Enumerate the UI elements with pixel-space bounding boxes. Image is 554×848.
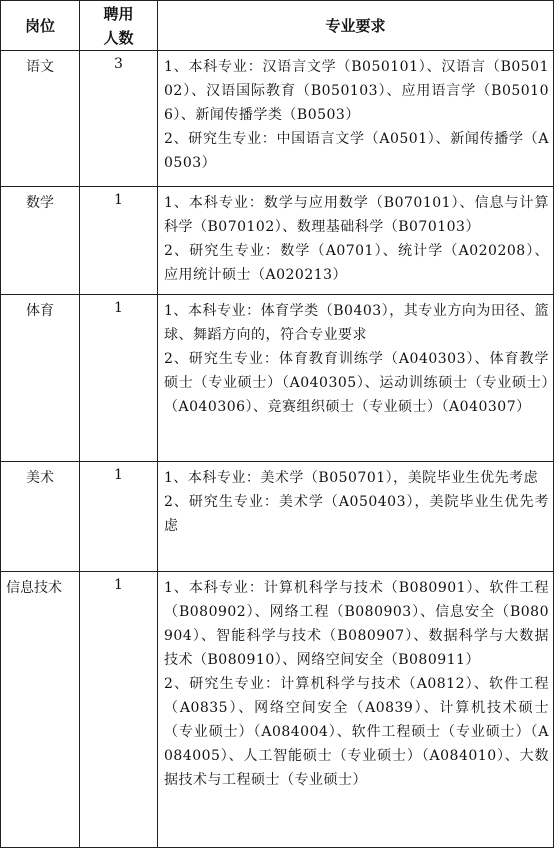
position-cell: 体育 bbox=[1, 295, 80, 462]
requirements-cell bbox=[158, 572, 554, 848]
table-row bbox=[1, 295, 554, 462]
undergrad-requirement: 1、本科专业：计算机科学与技术（B080901）、软件工程（B080902）、网络工程（B080903）、信息安全（B080904）、智能科学与技术（B080907）、数据科学与大数据技术（B080910）、网络空间安全（B080911） bbox=[164, 580, 549, 668]
header-hires bbox=[80, 1, 158, 51]
hires-cell: 1 bbox=[80, 187, 158, 295]
hires-cell: 1 bbox=[80, 572, 158, 848]
graduate-requirement: 2、研究生专业：中国语言文学（A0501）、新闻传播学（A0503） bbox=[164, 131, 549, 171]
table-row bbox=[1, 462, 554, 572]
requirements-cell bbox=[158, 295, 554, 462]
table-row bbox=[1, 572, 554, 848]
hires-cell: 1 bbox=[80, 462, 158, 572]
position-cell: 美术 bbox=[1, 462, 80, 572]
requirements-cell bbox=[158, 51, 554, 187]
header-requirements: 专业要求 bbox=[158, 1, 554, 51]
graduate-requirement: 2、研究生专业：体育教育训练学（A040303）、体育教学硕士（专业硕士）（A040305）、运动训练硕士（专业硕士）（A040306）、竞赛组织硕士（专业硕士）（A040307） bbox=[164, 351, 549, 415]
header-position: 岗位 bbox=[1, 1, 80, 51]
requirements-cell bbox=[158, 462, 554, 572]
graduate-requirement: 2、研究生专业：数学（A0701）、统计学（A020208）、应用统计硕士（A020213） bbox=[164, 243, 549, 283]
requirements-cell bbox=[158, 187, 554, 295]
header-hires-line2: 人数 bbox=[103, 28, 134, 47]
position-cell: 数学 bbox=[1, 187, 80, 295]
hires-cell: 3 bbox=[80, 51, 158, 187]
table-row bbox=[1, 51, 554, 187]
undergrad-requirement: 1、本科专业：美术学（B050701），美院毕业生优先考虑 bbox=[164, 470, 539, 486]
undergrad-requirement: 1、本科专业：体育学类（B0403），其专业方向为田径、篮球、舞蹈方向的，符合专业要求 bbox=[164, 303, 549, 343]
position-cell: 语文 bbox=[1, 51, 80, 187]
graduate-requirement: 2、研究生专业：计算机科学与技术（A0812）、软件工程（A0835）、网络空间安全（A0839）、计算机技术硕士（专业硕士）（A084004）、软件工程硕士（专业硕士）（A084005）、人工智能硕士（专业硕士）（A084010）、大数据技术与工程硕士（专业硕士） bbox=[164, 676, 549, 788]
undergrad-requirement: 1、本科专业：汉语言文学（B050101）、汉语言（B050102）、汉语国际教育（B050103）、应用语言学（B050106）、新闻传播学类（B0503） bbox=[164, 59, 549, 123]
header-hires-line1: 聘用 bbox=[103, 4, 134, 23]
table-header-row bbox=[1, 1, 554, 51]
table-row bbox=[1, 187, 554, 295]
undergrad-requirement: 1、本科专业：数学与应用数学（B070101）、信息与计算科学（B070102）、数理基础科学（B070103） bbox=[164, 195, 549, 235]
graduate-requirement: 2、研究生专业：美术学（A050403），美院毕业生优先考虑 bbox=[164, 494, 549, 534]
hires-cell: 1 bbox=[80, 295, 158, 462]
position-cell: 信息技术 bbox=[1, 572, 80, 848]
